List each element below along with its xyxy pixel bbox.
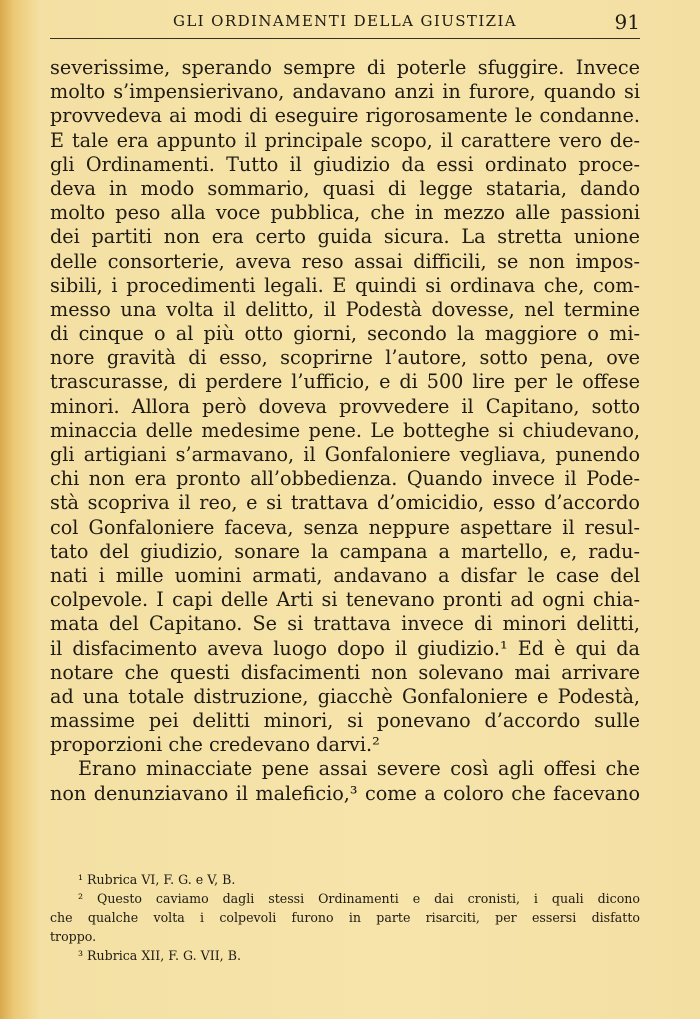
body-text	[50, 56, 640, 806]
text-line: colpevole. I capi delle Arti si tenevano pronti ad ogni chia-	[50, 588, 640, 612]
text-line: col Gonfaloniere faceva, senza neppure aspettare il resul-	[50, 515, 640, 539]
text-line: gli Ordinamenti. Tutto il giudizio da essi ordinato proce-	[50, 152, 640, 176]
footnotes	[50, 870, 640, 965]
text-line: notare che questi disfacimenti non solevano mai arrivare	[50, 660, 640, 684]
footnote-line: ² Questo caviamo dagli stessi Ordinamenti e dai cronisti, i quali dicono	[78, 891, 640, 906]
text-line: mata del Capitano. Se si trattava invece di minori delitti,	[50, 612, 640, 636]
text-line: molto s’impensierivano, andavano anzi in furore, quando si	[50, 80, 640, 104]
text-line: minaccia delle medesime pene. Le botteghe si chiudevano,	[50, 418, 640, 442]
text-line: dei partiti non era certo guida sicura. La stretta unione	[50, 225, 640, 249]
page-header	[50, 10, 640, 34]
text-line: E tale era appunto il principale scopo, il carattere vero de-	[50, 128, 640, 152]
text-line: trascurasse, di perdere l’ufficio, e di 500 lire per le offese	[50, 370, 640, 394]
text-line: di cinque o al più otto giorni, secondo la maggiore o mi-	[50, 322, 640, 346]
text-line: delle consorterie, aveva reso assai difficili, se non impos-	[50, 249, 640, 273]
footnote-line: ³ Rubrica XII, F. G. VII, B.	[78, 948, 241, 963]
text-line: Erano minacciate pene assai severe così agli offesi che	[78, 757, 640, 781]
text-line: il disfacimento aveva luogo dopo il giudizio.¹ Ed è qui da	[50, 636, 640, 660]
text-line: sibili, i procedimenti legali. E quindi si ordinava che, com-	[50, 273, 640, 297]
footnote-line: troppo.	[50, 929, 97, 944]
text-line: proporzioni che credevano darvi.²	[50, 733, 380, 757]
text-line: provvedeva ai modi di eseguire rigorosamente le condanne.	[50, 104, 640, 128]
text-line: severissime, sperando sempre di poterle sfuggire. Invece	[50, 56, 640, 79]
text-line: messo una volta il delitto, il Podestà dovesse, nel termine	[50, 297, 640, 321]
running-title: GLI ORDINAMENTI DELLA GIUSTIZIA	[172, 12, 518, 30]
text-line: non denunziavano il maleficio,³ come a coloro che facevano	[50, 781, 640, 805]
text-line: nore gravità di esso, scoprirne l’autore, sotto pena, ove	[50, 346, 640, 370]
header-rule	[50, 38, 640, 39]
footnote-line: ¹ Rubrica VI, F. G. e V, B.	[78, 872, 236, 887]
text-line: tato del giudizio, sonare la campana a martello, e, radu-	[50, 539, 640, 563]
text-line: ad una totale distruzione, giacchè Gonfaloniere e Podestà,	[50, 684, 640, 708]
footnote-line: che qualche volta i colpevoli furono in parte risarciti, per essersi disfatto	[50, 910, 640, 925]
text-line: stà scopriva il reo, e si trattava d’omicidio, esso d’accordo	[50, 491, 640, 515]
text-line: nati i mille uomini armati, andavano a disfar le case del	[50, 563, 640, 587]
text-line: molto peso alla voce pubblica, che in mezzo alle passioni	[50, 201, 640, 225]
text-line: deva in modo sommario, quasi di legge stataria, dando	[50, 176, 640, 200]
text-line: minori. Allora però doveva provvedere il Capitano, sotto	[50, 394, 640, 418]
page-number: 91	[614, 10, 640, 34]
text-line: chi non era pronto all’obbedienza. Quando invece il Pode-	[50, 467, 640, 491]
text-line: massime pei delitti minori, si ponevano d’accordo sulle	[50, 709, 640, 733]
text-line: gli artigiani s’armavano, il Gonfaloniere vegliava, punendo	[50, 443, 640, 466]
